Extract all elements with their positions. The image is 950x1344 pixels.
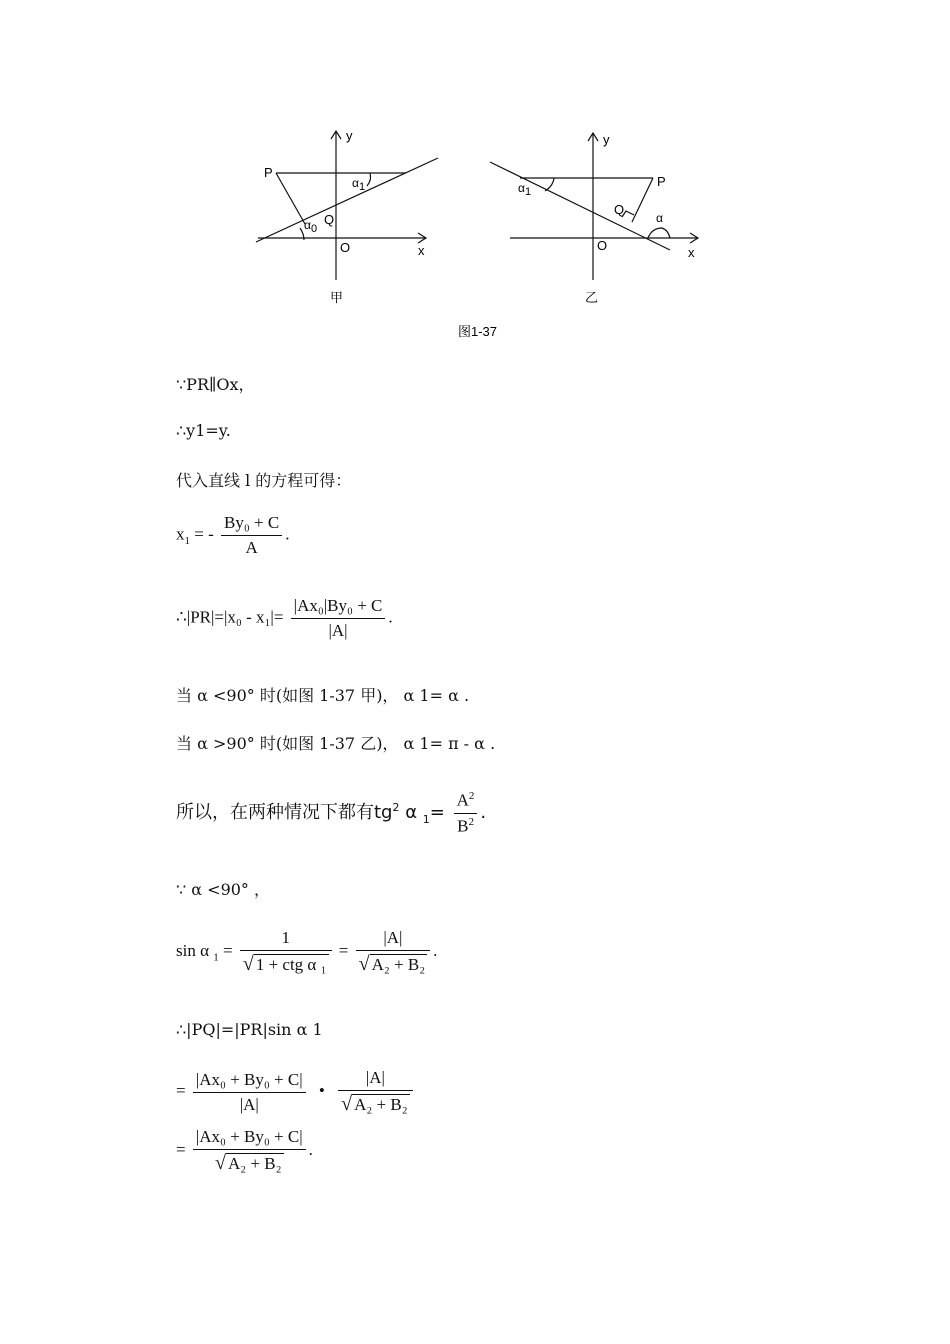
fraction-x1: $\frac{\text{By₀ + C}}{A}$ [221,513,282,558]
line-y1-equals-y: ∴y1=y. [176,421,231,440]
left-label-alpha1: α1 [352,176,366,193]
fraction-pq-result: $\frac{\text{|Ax₀ + By₀ + C|}}{\text{√ A₂ + B₂}}$ [193,1127,306,1175]
line-tg-squared: 所以，在两种情况下都有$tg^2$ α $_1$= $\frac{A^2}{B^2}$ . [176,790,487,836]
figure-title: 图1-37 [458,324,498,339]
line-parallel: ∵PR∥Ox， [176,375,255,394]
line-sin-alpha1: sin α $_1$ = $\frac{1}{\text{√ 1 + ctg α ₁}}$ = $\frac{|A|}{\text{√ A₂ + B₂}}$ . [176,928,438,975]
left-label-p: P [264,165,273,180]
left-label-q: Q [324,212,335,227]
left-angle-alpha1 [367,173,371,186]
left-label-x: x [418,243,425,258]
line-case-obtuse: 当 α >90° 时(如图 1-37 乙)， α 1= π - α . [176,734,496,753]
right-caption: 乙 [585,290,599,305]
line-case-acute: 当 α <90° 时(如图 1-37 甲)， α 1= α . [176,686,470,705]
right-label-o: O [597,238,608,253]
line-pr-length: ∴|PR|=|x₀ - x₁|= $\frac{\text{|Ax₀|By₀ + C}}{|A|}$ . [176,596,393,640]
right-label-x: x [688,245,695,260]
left-line-l [256,158,438,242]
right-label-q: Q [614,202,625,217]
fraction-pq-1: $\frac{\text{|Ax₀ + By₀ + C|}}{|A|}$ [193,1070,306,1115]
left-label-y: y [346,128,353,143]
line-alpha-less-90: ∵ α <90° ， [176,880,271,899]
fraction-pr: $\frac{\text{|Ax₀|By₀ + C}}{|A|}$ [291,596,386,641]
line-pq-length: ∴|PQ|=|PR|sin α 1 [176,1020,323,1039]
right-pq-line [632,178,653,222]
right-label-p: P [657,174,666,189]
diagram-left [256,131,438,280]
right-label-alpha1: α1 [518,181,532,198]
line-substitute: 代入直线 l 的方程可得： [176,471,352,490]
right-label-y: y [603,132,610,147]
line-x1-formula: $x_1$ = - $\frac{\text{By₀ + C}}{A}$ . [176,513,290,557]
fraction-a2-b2: $\frac{A^2}{B^2}$ [454,790,478,836]
line-pq-product: = $\frac{\text{|Ax₀ + By₀ + C|}}{|A|}$ • $\frac{|A|}{\text{√ A₂ + B₂}}$ [176,1068,416,1116]
fraction-pq-2: $\frac{|A|}{\text{√ A₂ + B₂}}$ [338,1068,413,1116]
left-label-alpha0: α0 [304,218,318,235]
figure-1-37 [240,120,710,350]
fraction-sin-2: $\frac{|A|}{\text{√ A₂ + B₂}}$ [356,928,431,976]
left-caption: 甲 [330,290,344,305]
line-pq-result: = $\frac{\text{|Ax₀ + By₀ + C|}}{\text{√ A₂ + B₂}}$ . [176,1127,313,1174]
left-pq-line [276,173,305,224]
right-line-l [490,162,670,250]
fraction-sin-1: $\frac{1}{\text{√ 1 + ctg α ₁}}$ [240,928,332,976]
diagram-right [490,133,698,280]
right-angle-alpha [648,228,670,238]
right-label-alpha: α [656,211,663,225]
left-label-o: O [340,240,351,255]
